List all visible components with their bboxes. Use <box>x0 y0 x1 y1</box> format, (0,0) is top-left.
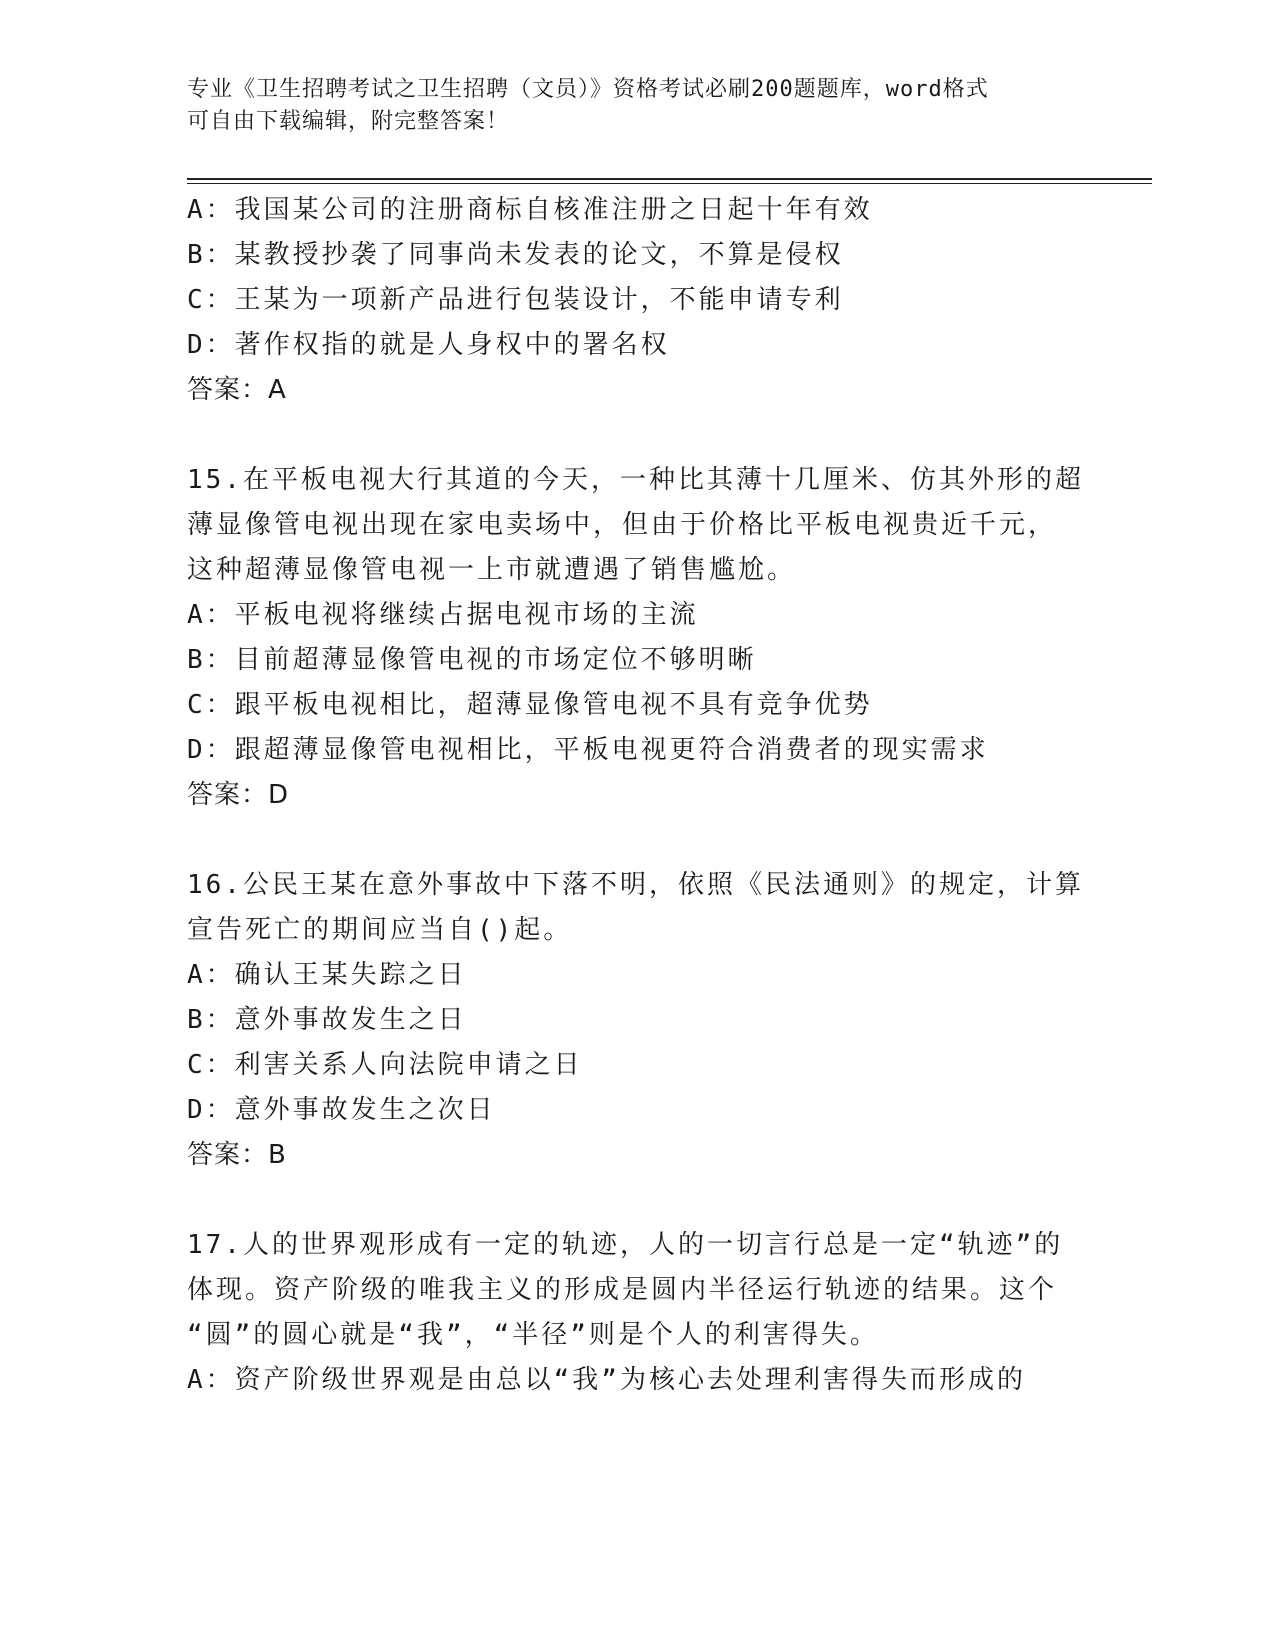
option-d: D：意外事故发生之次日 <box>187 1095 496 1125</box>
option-c: C：跟平板电视相比，超薄显像管电视不具有竞争优势 <box>187 690 873 720</box>
question-stem-line: 体现。资产阶级的唯我主义的形成是圆内半径运行轨迹的结果。这个 <box>187 1275 1058 1305</box>
option-d: D：跟超薄显像管电视相比，平板电视更符合消费者的现实需求 <box>187 735 989 765</box>
option-a: A：确认王某失踪之日 <box>187 960 467 990</box>
spacer <box>187 818 1087 863</box>
option-a: A：资产阶级世界观是由总以“我”为核心去处理利害得失而形成的 <box>187 1365 1026 1395</box>
question-stem-line: “圆”的圆心就是“我”，“半径”则是个人的利害得失。 <box>187 1320 879 1350</box>
option-a: A：平板电视将继续占据电视市场的主流 <box>187 600 699 630</box>
option-d: D：著作权指的就是人身权中的署名权 <box>187 330 670 360</box>
option-c: C：利害关系人向法院申请之日 <box>187 1050 583 1080</box>
option-c: C：王某为一项新产品进行包装设计，不能申请专利 <box>187 285 844 315</box>
question-17-block <box>187 1223 1087 1403</box>
question-16-block <box>187 863 1087 1178</box>
spacer <box>187 1178 1087 1223</box>
question-content <box>187 188 1087 1403</box>
header-rule-thin <box>187 183 1152 184</box>
option-b: B：目前超薄显像管电视的市场定位不够明晰 <box>187 645 757 675</box>
question-stem-line: 15.在平板电视大行其道的今天，一种比其薄十几厘米、仿其外形的超 <box>187 465 1084 495</box>
option-b: B：意外事故发生之日 <box>187 1005 467 1035</box>
question-15-block <box>187 458 1087 818</box>
option-b: B：某教授抄袭了同事尚未发表的论文，不算是侵权 <box>187 240 844 270</box>
answer-line: 答案：A <box>187 375 287 405</box>
option-a: A：我国某公司的注册商标自核准注册之日起十年有效 <box>187 195 873 225</box>
document-header <box>187 74 1067 138</box>
spacer <box>187 413 1087 458</box>
header-line-1: 专业《卫生招聘考试之卫生招聘（文员）》资格考试必刷200题题库，word格式 <box>187 77 989 102</box>
header-line-2: 可自由下载编辑，附完整答案！ <box>187 109 510 134</box>
answer-line: 答案：D <box>187 780 290 810</box>
question-stem-line: 宣告死亡的期间应当自()起。 <box>187 915 573 945</box>
question-14-block <box>187 188 1087 413</box>
question-stem-line: 16.公民王某在意外事故中下落不明，依照《民法通则》的规定，计算 <box>187 870 1084 900</box>
question-stem-line: 这种超薄显像管电视一上市就遭遇了销售尴尬。 <box>187 555 797 585</box>
answer-line: 答案：B <box>187 1140 287 1170</box>
question-stem-line: 薄显像管电视出现在家电卖场中，但由于价格比平板电视贵近千元， <box>187 510 1058 540</box>
question-stem-line: 17.人的世界观形成有一定的轨迹，人的一切言行总是一定“轨迹”的 <box>187 1230 1064 1260</box>
header-rule-thick <box>187 178 1152 180</box>
